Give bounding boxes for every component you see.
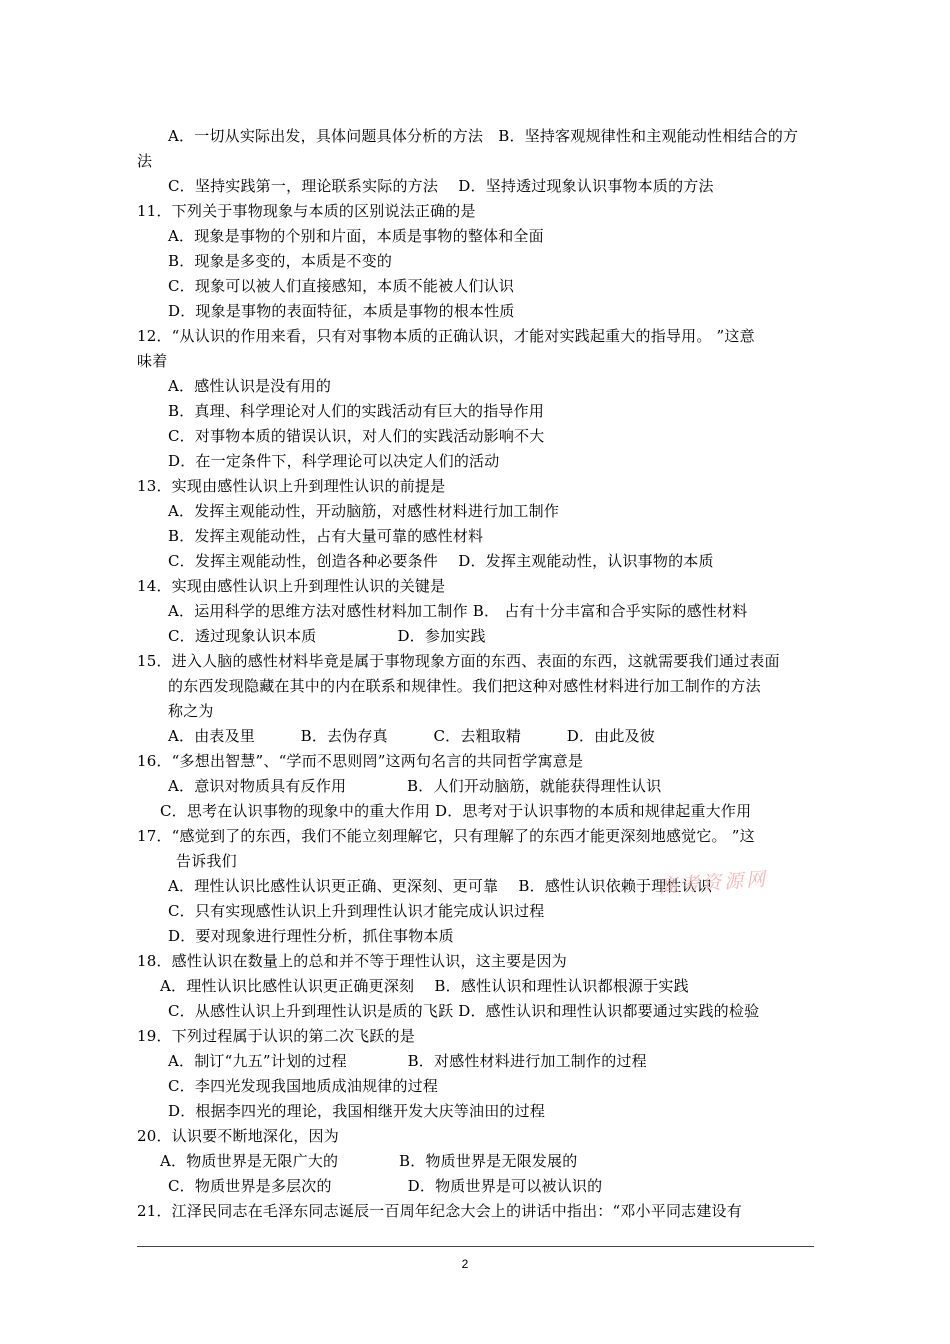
option-line: C．李四光发现我国地质成油规律的过程 <box>168 1077 439 1095</box>
text-line: 告诉我们 <box>176 852 237 870</box>
question-14: 14．实现由感性认识上升到理性认识的关键是 <box>137 577 446 595</box>
question-13: 13．实现由感性认识上升到理性认识的前提是 <box>137 477 446 495</box>
watermark: 高考资源网 <box>657 868 769 898</box>
question-21: 21．江泽民同志在毛泽东同志诞辰一百周年纪念大会上的讲话中指出：“邓小平同志建设有 <box>137 1202 742 1220</box>
text-line: 法 <box>137 152 153 170</box>
question-18: 18．感性认识在数量上的总和并不等于理性认识，这主要是因为 <box>137 952 567 970</box>
option-line: A．发挥主观能动性，开动脑筋，对感性材料进行加工制作 <box>168 502 560 520</box>
question-19: 19．下列过程属于认识的第二次飞跃的是 <box>137 1027 415 1045</box>
option-line: C．发挥主观能动性，创造各种必要条件 D．发挥主观能动性，认识事物的本质 <box>168 552 714 570</box>
option-line: D．现象是事物的表面特征，本质是事物的根本性质 <box>168 302 515 320</box>
option-line: A．感性认识是没有用的 <box>168 377 332 395</box>
option-line: B．发挥主观能动性，占有大量可靠的感性材料 <box>168 527 484 545</box>
option-line: B．真理、科学理论对人们的实践活动有巨大的指导作用 <box>168 402 545 420</box>
question-15: 15．进入人脑的感性材料毕竟是属于事物现象方面的东西、表面的东西，这就需要我们通过表面 <box>137 652 780 670</box>
option-line: A．运用科学的思维方法对感性材料加工制作 B． 占有十分丰富和合乎实际的感性材料 <box>168 602 748 620</box>
option-line: C．透过现象认识本质 D．参加实践 <box>168 627 486 645</box>
option-line: A．意识对物质具有反作用 B．人们开动脑筋，就能获得理性认识 <box>168 777 662 795</box>
question-12: 12．“从认识的作用来看，只有对事物本质的正确认识，才能对实践起重大的指导用。 ”这意 <box>137 327 755 345</box>
option-line: A．制订“九五”计划的过程 B．对感性材料进行加工制作的过程 <box>168 1052 647 1070</box>
option-line: C．从感性认识上升到理性认识是质的飞跃 D．感性认识和理性认识都要通过实践的检验 <box>168 1002 760 1020</box>
option-line: C．现象可以被人们直接感知，本质不能被人们认识 <box>168 277 515 295</box>
option-line: A．现象是事物的个别和片面，本质是事物的整体和全面 <box>168 227 544 245</box>
option-line: C．物质世界是多层次的 D．物质世界是可以被认识的 <box>168 1177 603 1195</box>
footer-divider <box>137 1246 814 1247</box>
page-number: 2 <box>461 1257 469 1271</box>
question-11: 11．下列关于事物现象与本质的区别说法正确的是 <box>137 202 476 220</box>
option-line: B．现象是多变的，本质是不变的 <box>168 252 393 270</box>
question-20: 20．认识要不断地深化，因为 <box>137 1127 339 1145</box>
option-line: C．只有实现感性认识上升到理性认识才能完成认识过程 <box>168 902 545 920</box>
text-line: 称之为 <box>168 702 214 720</box>
text-line: 味着 <box>137 352 168 370</box>
option-line: A．理性认识比感性认识更正确、更深刻、更可靠 B．感性认识依赖于理性认识 <box>168 877 713 895</box>
option-line: A．由表及里 B．去伪存真 C．去粗取精 D．由此及彼 <box>168 727 655 745</box>
option-line: D．根据李四光的理论，我国相继开发大庆等油田的过程 <box>168 1102 546 1120</box>
question-16: 16．“多想出智慧”、“学而不思则罔”这两句名言的共同哲学寓意是 <box>137 752 584 770</box>
text-line: 的东西发现隐藏在其中的内在联系和规律性。我们把这种对感性材料进行加工制作的方法 <box>168 677 761 695</box>
option-line: A．物质世界是无限广大的 B．物质世界是无限发展的 <box>160 1152 578 1170</box>
option-line: D．要对现象进行理性分析，抓住事物本质 <box>168 927 454 945</box>
option-line: D．在一定条件下，科学理论可以决定人们的活动 <box>168 452 500 470</box>
text-line: A．一切从实际出发，具体问题具体分析的方法 B．坚持客观规律性和主观能动性相结合的方 <box>168 127 799 145</box>
option-line: C．对事物本质的错误认识，对人们的实践活动影响不大 <box>168 427 545 445</box>
option-line: C．思考在认识事物的现象中的重大作用 D．思考对于认识事物的本质和规律起重大作用 <box>160 802 752 820</box>
text-line: C．坚持实践第一，理论联系实际的方法 D．坚持透过现象认识事物本质的方法 <box>168 177 714 195</box>
question-17: 17．“感觉到了的东西，我们不能立刻理解它，只有理解了的东西才能更深刻地感觉它。 ”这 <box>137 827 755 845</box>
option-line: A．理性认识比感性认识更正确更深刻 B．感性认识和理性认识都根源于实践 <box>160 977 689 995</box>
